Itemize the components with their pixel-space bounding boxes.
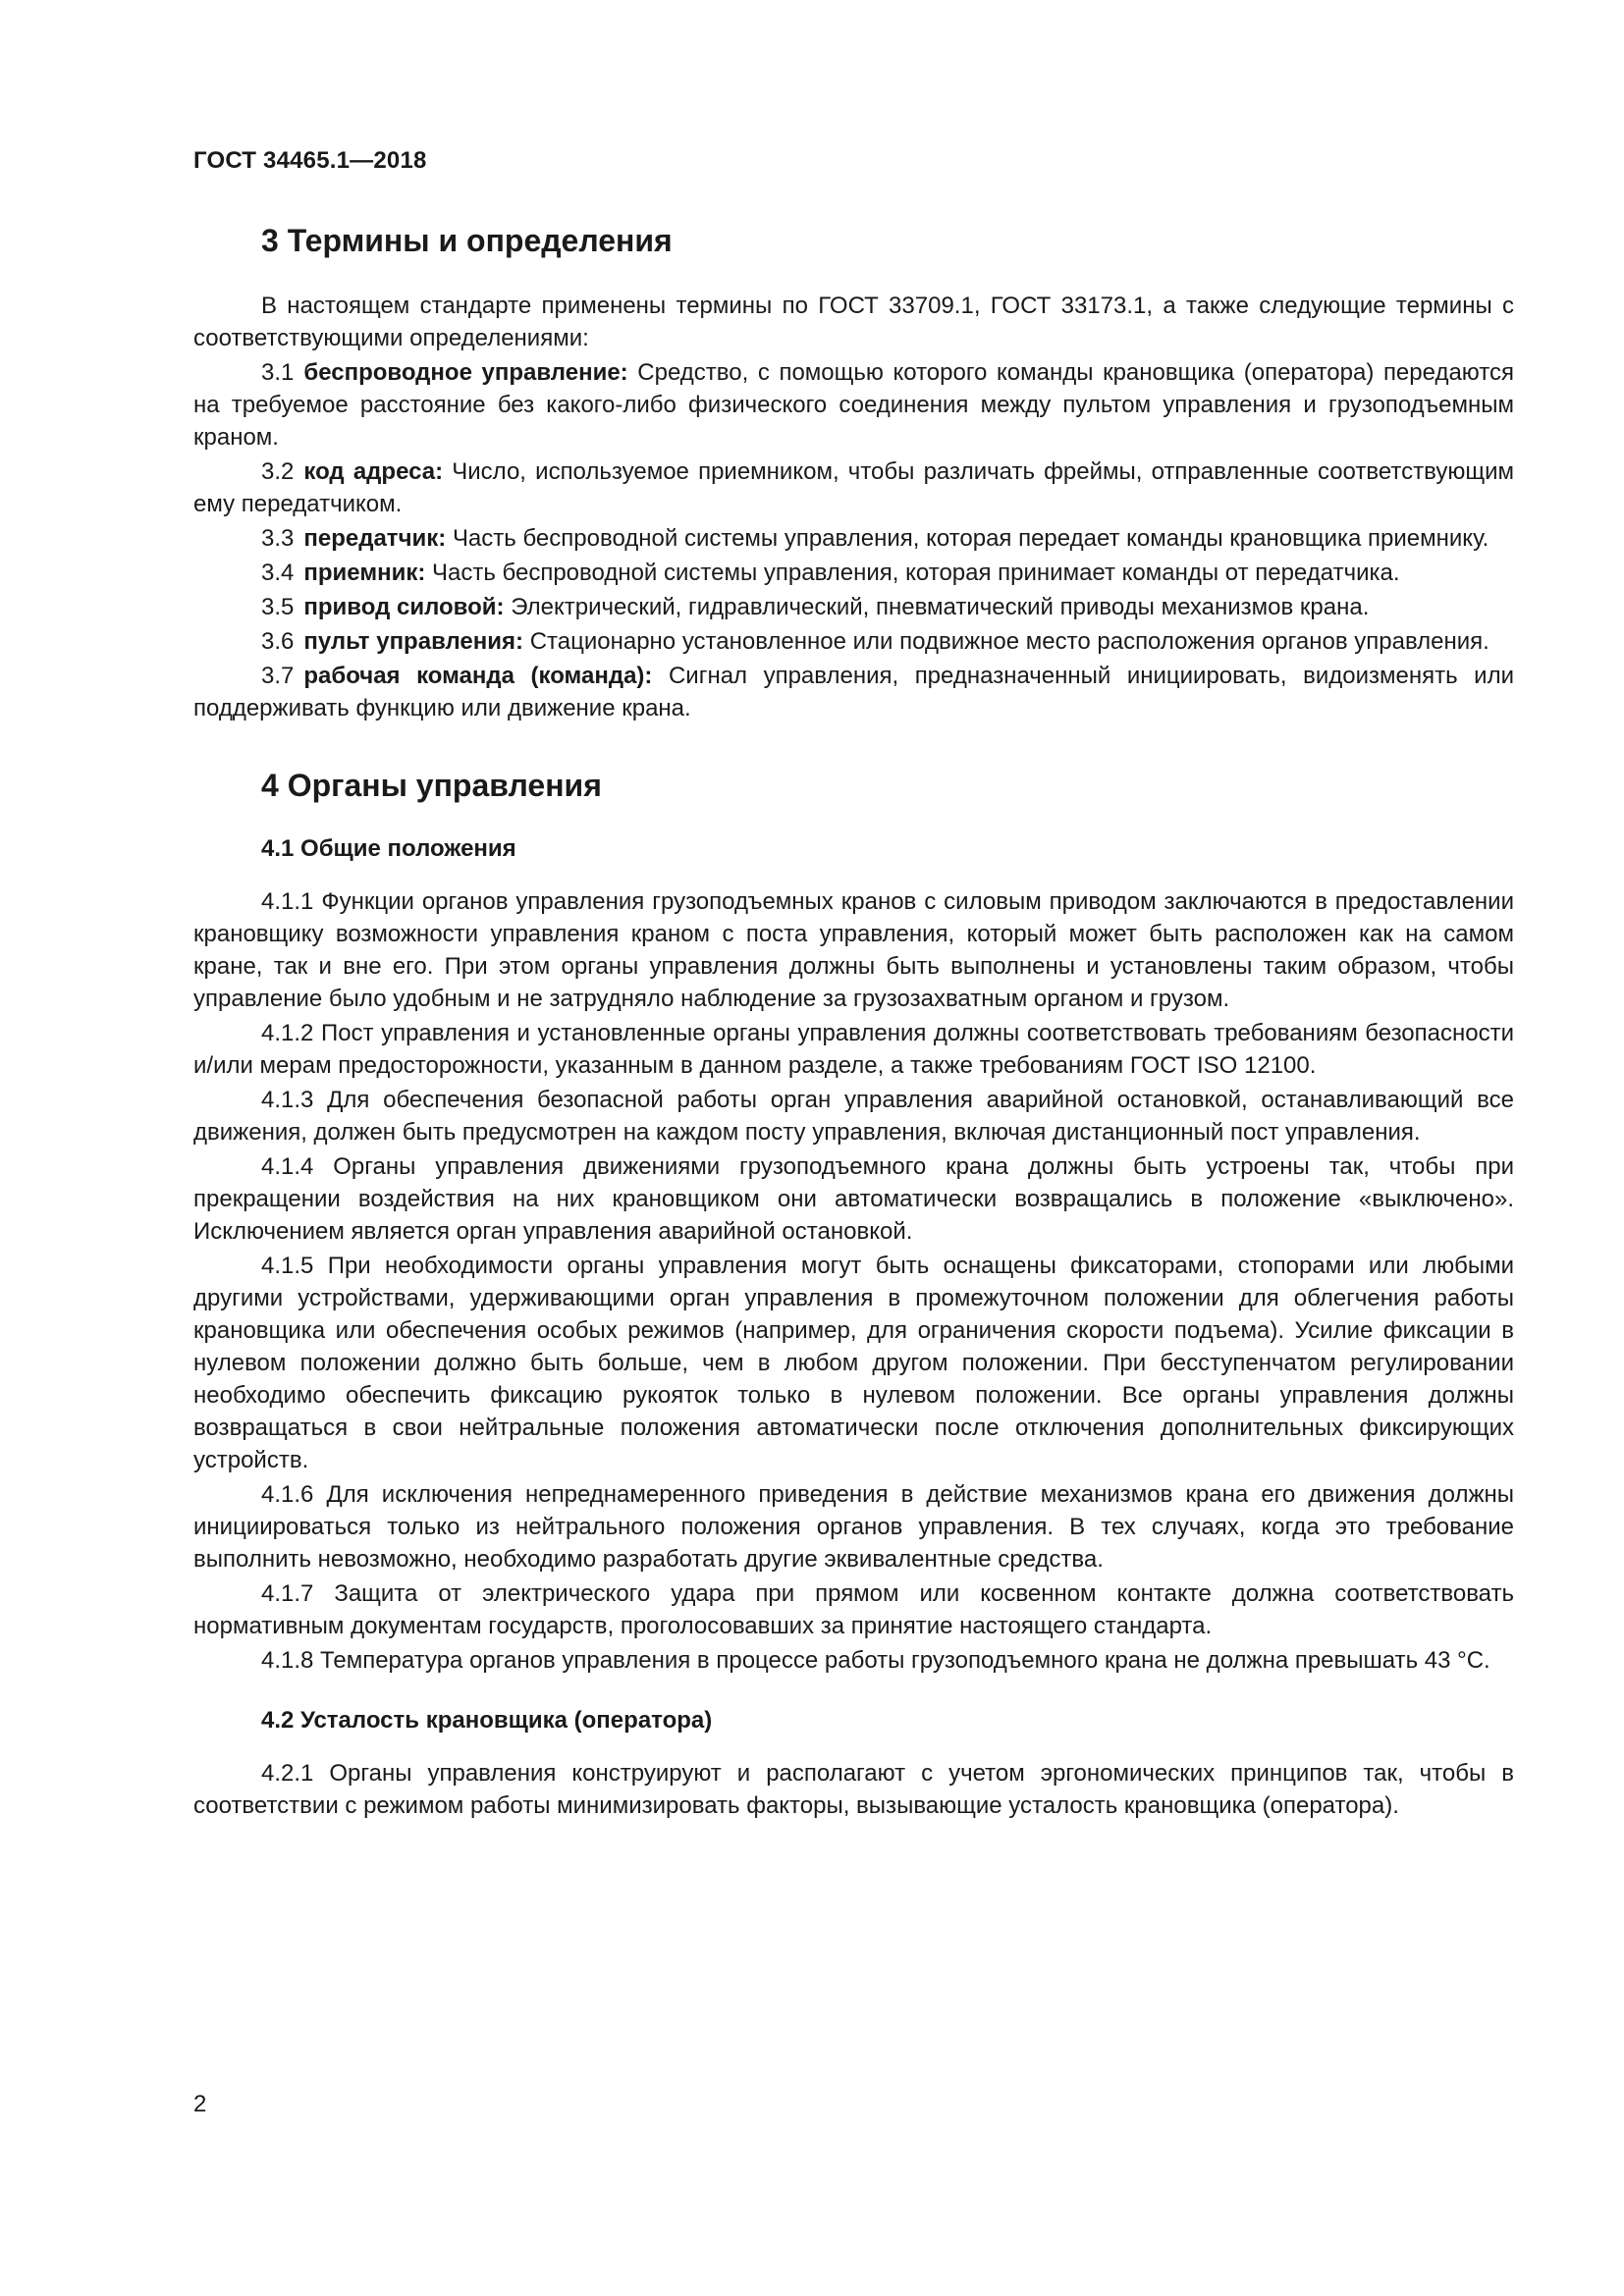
term-name: пульт управления:	[303, 628, 524, 655]
term-definition: Число, используемое приемником, чтобы различать фреймы, отправленные соответствующим ему передатчиком.	[193, 458, 1514, 517]
term-number: 3.2	[261, 458, 295, 485]
term-name: беспроводное управление:	[303, 359, 628, 386]
term-number: 3.5	[261, 594, 295, 620]
paragraph-4-1-8: 4.1.8 Температура органов управления в процессе работы грузоподъемного крана не должна превышать 43 °С.	[261, 1647, 1490, 1674]
paragraph-4-2-1: 4.2.1 Органы управления конструируют и располагают с учетом эргономических принципов так, чтобы в соответствии с режимом работы минимизировать факторы, вызывающие усталость крановщика (оператора).	[193, 1760, 1514, 1819]
term-3-1	[193, 356, 1514, 454]
term-3-4	[193, 557, 1514, 589]
paragraph-4-1-2: 4.1.2 Пост управления и установленные органы управления должны соответствовать требованиям безопасности и/или мерам предосторожности, указанным в данном разделе, а также требованиям ГОСТ ISO 12100.	[193, 1020, 1514, 1079]
section-3-title: 3 Термины и определения	[261, 223, 673, 258]
term-definition: Сигнал управления, предназначенный инициировать, видоизменять или поддерживать функцию или движение крана.	[193, 663, 1514, 721]
paragraph-4-1-3: 4.1.3 Для обеспечения безопасной работы орган управления аварийной остановкой, останавливающий все движения, должен быть предусмотрен на каждом посту управления, включая дистанционный пост управления.	[193, 1087, 1514, 1146]
paragraph-4-1-5: 4.1.5 При необходимости органы управления могут быть оснащены фиксаторами, стопорами или любыми другими устройствами, удерживающими орган управления в промежуточном положении для облегчения работы крановщика или обеспечения особых режимов (например, для ограничения скорости подъема). Усилие фиксации в нулевом положении должно быть больше, чем в любом другом положении. При бесступенчатом регулировании необходимо обеспечить фиксацию рукояток только в нулевом положении. Все органы управления должны возвращаться в свои нейтральные положения автоматически после отключения дополнительных фиксирующих устройств.	[193, 1253, 1514, 1473]
term-number: 3.7	[261, 663, 295, 689]
subsection-4-2-title: 4.2 Усталость крановщика (оператора)	[261, 1707, 713, 1734]
term-name: приемник:	[303, 560, 426, 586]
term-number: 3.6	[261, 628, 295, 655]
term-name: код адреса:	[303, 458, 444, 485]
paragraph-4-1-6: 4.1.6 Для исключения непреднамеренного приведения в действие механизмов крана его движения должны инициироваться только из нейтрального положения органов управления. В тех случаях, когда это требование выполнить невозможно, необходимо разработать другие эквивалентные средства.	[193, 1481, 1514, 1573]
document-body	[193, 221, 1514, 1822]
document-code-header: ГОСТ 34465.1—2018	[193, 147, 427, 174]
section-3-intro: В настоящем стандарте применены термины по ГОСТ 33709.1, ГОСТ 33173.1, а также следующие термины с соответствующими определениями:	[193, 293, 1514, 351]
page-number: 2	[193, 2091, 207, 2117]
section-4-title: 4 Органы управления	[261, 768, 602, 803]
term-definition: Стационарно установленное или подвижное место расположения органов управления.	[529, 628, 1489, 655]
term-3-6	[193, 625, 1514, 658]
term-definition: Часть беспроводной системы управления, которая передает команды крановщика приемнику.	[452, 525, 1489, 552]
paragraph-4-1-7: 4.1.7 Защита от электрического удара при прямом или косвенном контакте должна соответствовать нормативным документам государств, проголосовавших за принятие настоящего стандарта.	[193, 1580, 1514, 1639]
term-name: рабочая команда (команда):	[303, 663, 653, 689]
term-3-7	[193, 660, 1514, 724]
term-number: 3.3	[261, 525, 295, 552]
paragraph-4-1-1: 4.1.1 Функции органов управления грузоподъемных кранов с силовым приводом заключаются в предоставлении крановщику возможности управления краном с поста управления, который может быть расположен как на самом кране, так и вне его. При этом органы управления должны быть выполнены и установлены таким образом, чтобы управление было удобным и не затрудняло наблюдение за грузозахватным органом и грузом.	[193, 888, 1514, 1012]
paragraph-4-1-4: 4.1.4 Органы управления движениями грузоподъемного крана должны быть устроены так, чтобы при прекращении воздействия на них крановщиком они автоматически возвращались в положение «выключено». Исключением является орган управления аварийной остановкой.	[193, 1153, 1514, 1245]
term-number: 3.4	[261, 560, 295, 586]
term-3-5	[193, 591, 1514, 623]
term-definition: Средство, с помощью которого команды крановщика (оператора) передаются на требуемое расстояние без какого-либо физического соединения между пультом управления и грузоподъемным краном.	[193, 359, 1514, 451]
term-name: привод силовой:	[303, 594, 505, 620]
term-3-3	[193, 522, 1514, 555]
subsection-4-1-title: 4.1 Общие положения	[261, 835, 516, 862]
term-number: 3.1	[261, 359, 295, 386]
term-definition: Электрический, гидравлический, пневматический приводы механизмов крана.	[511, 594, 1370, 620]
term-definition: Часть беспроводной системы управления, которая принимает команды от передатчика.	[432, 560, 1400, 586]
term-3-2	[193, 455, 1514, 520]
term-name: передатчик:	[303, 525, 447, 552]
